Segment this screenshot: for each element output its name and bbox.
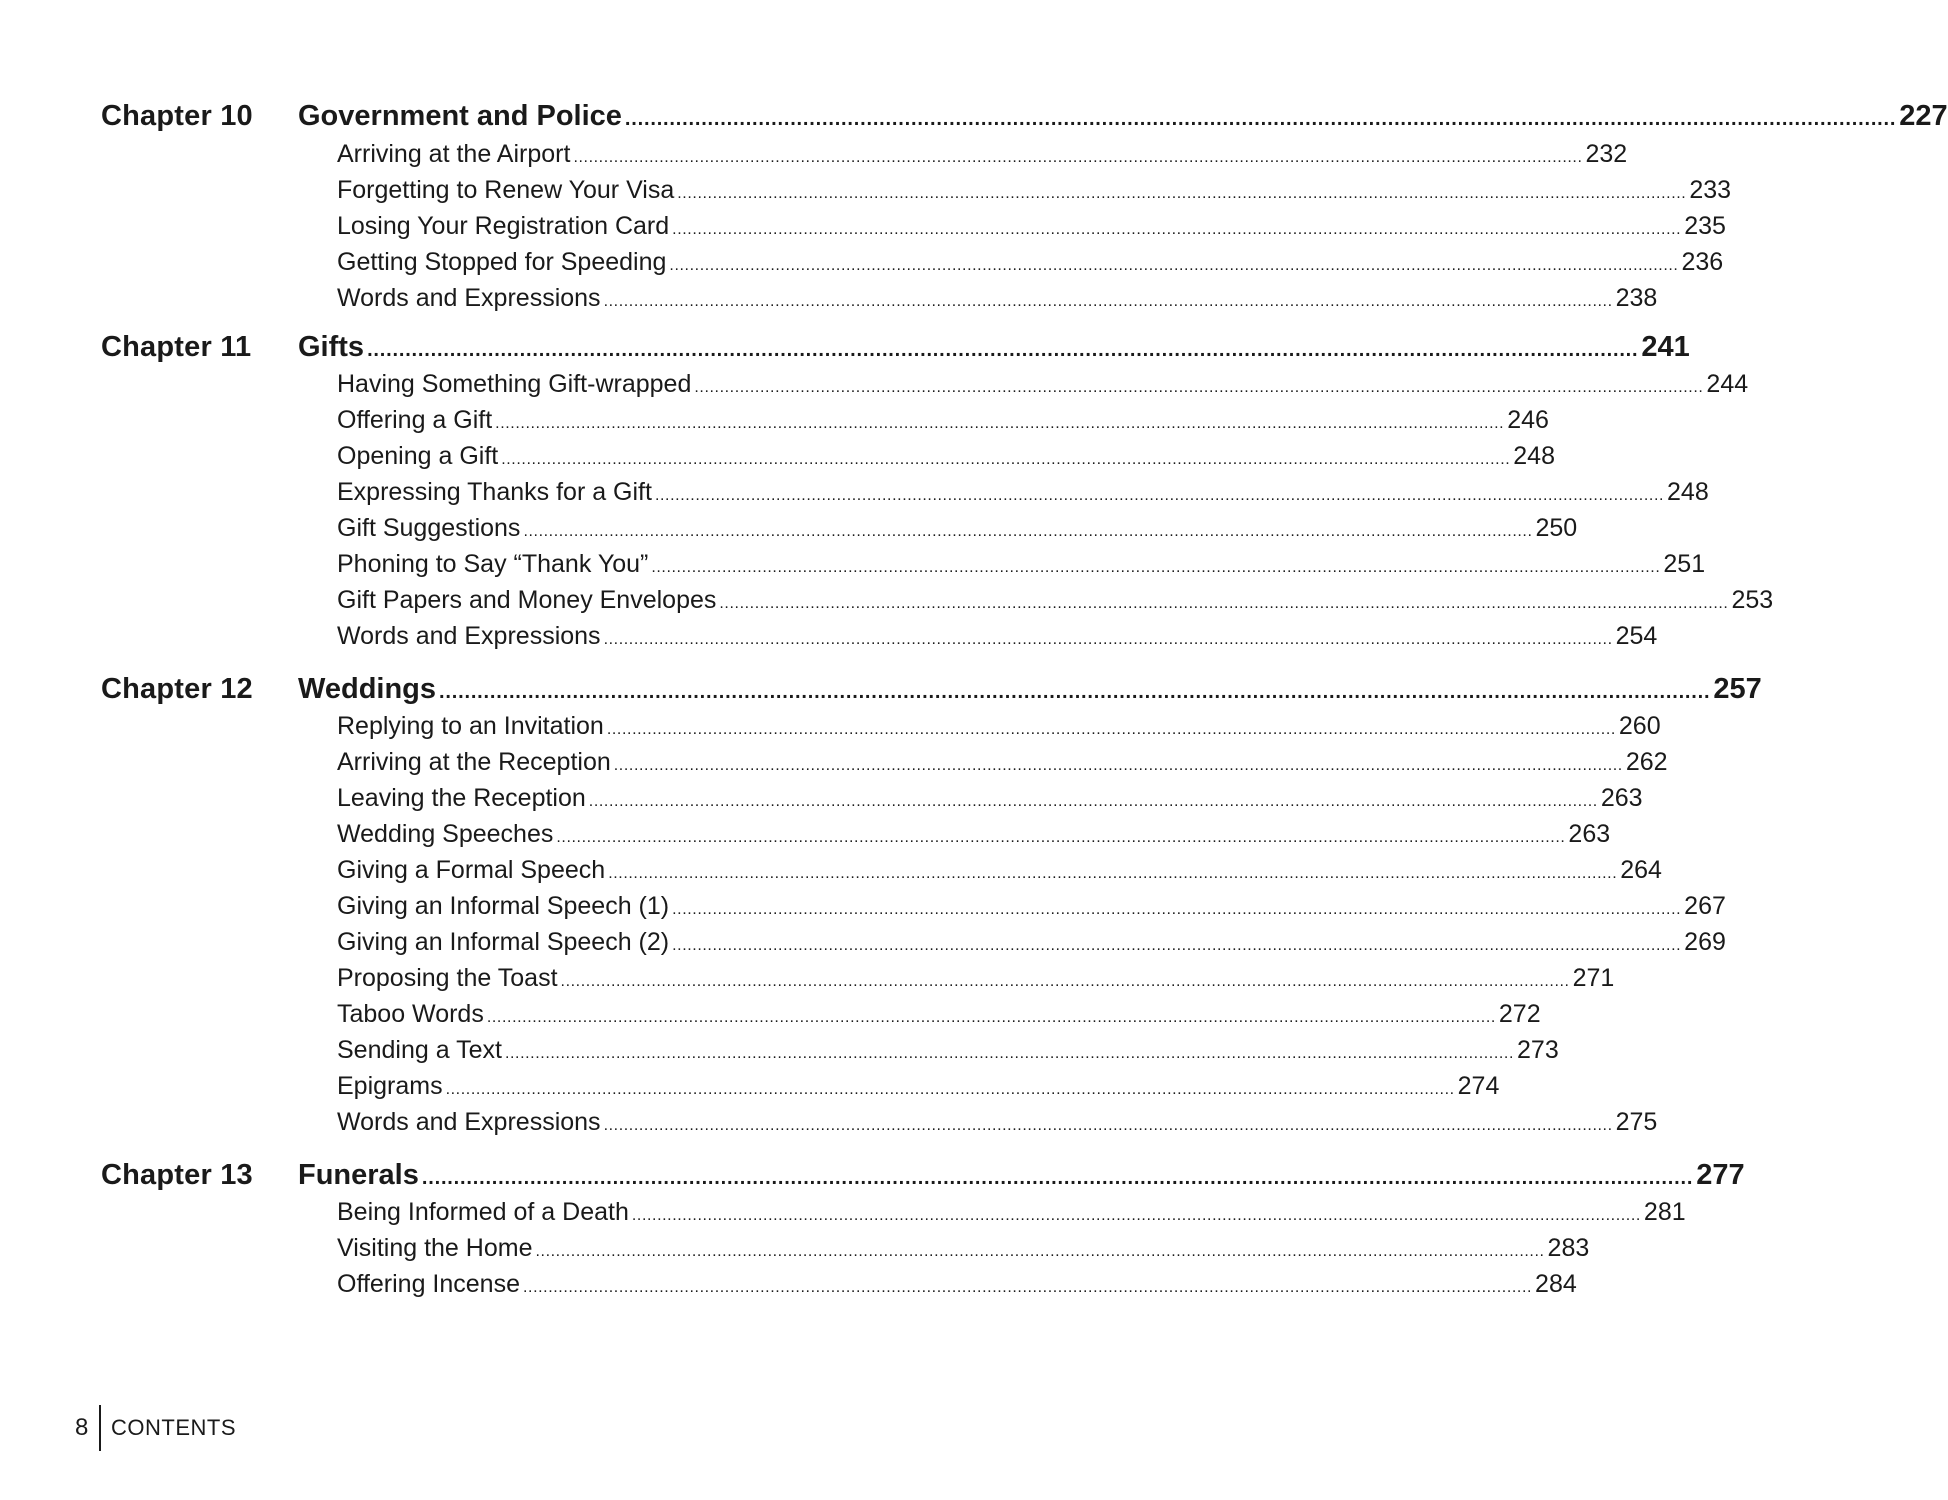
dot-leader: ........................................................................................................................................................................................................: [672, 937, 1682, 954]
section-row[interactable]: [337, 852, 1662, 892]
section-title: Getting Stopped for Speeding: [337, 248, 667, 276]
chapter-title-row[interactable]: [298, 1157, 1745, 1196]
section-title: Phoning to Say “Thank You”: [337, 550, 649, 578]
dot-leader: ........................................................................................................................................................................................................: [672, 221, 1682, 238]
chapter-title-row[interactable]: [298, 98, 1948, 137]
section-row[interactable]: [337, 816, 1611, 856]
dot-leader: ........................................................................................................................................................................................................: [669, 257, 1679, 274]
dot-leader: ........................................................................................................................................................................................................: [556, 829, 1566, 846]
chapter-title-row[interactable]: [298, 329, 1690, 368]
section-page: 238: [1615, 284, 1658, 312]
section-title: Wedding Speeches: [337, 820, 554, 848]
section-title: Giving an Informal Speech (2): [337, 928, 670, 956]
dot-leader: ........................................................................................................................................................................................................: [522, 1279, 1533, 1296]
section-row[interactable]: [337, 474, 1709, 514]
dot-leader: ........................................................................................................................................................................................................: [367, 339, 1639, 361]
chapter-title: Gifts: [298, 331, 365, 363]
chapter-label: Chapter 10: [101, 100, 253, 132]
section-page: 263: [1600, 784, 1643, 812]
dot-leader: ........................................................................................................................................................................................................: [719, 595, 1729, 612]
section-title: Being Informed of a Death: [337, 1198, 629, 1226]
section-row[interactable]: [337, 546, 1706, 586]
section-page: 236: [1681, 248, 1724, 276]
section-title: Gift Suggestions: [337, 514, 521, 542]
section-title: Offering a Gift: [337, 406, 493, 434]
section-page: 274: [1457, 1072, 1500, 1100]
section-page: 253: [1731, 586, 1774, 614]
section-title: Losing Your Registration Card: [337, 212, 670, 240]
section-row[interactable]: [337, 708, 1661, 748]
section-row[interactable]: [337, 924, 1726, 964]
dot-leader: ........................................................................................................................................................................................................: [606, 721, 1616, 738]
dot-leader: ........................................................................................................................................................................................................: [560, 973, 1570, 990]
section-title: Arriving at the Reception: [337, 748, 611, 776]
section-row[interactable]: [337, 1032, 1559, 1072]
dot-leader: ........................................................................................................................................................................................................: [504, 1045, 1515, 1062]
section-row[interactable]: [337, 172, 1732, 212]
dot-leader: ........................................................................................................................................................................................................: [603, 293, 1613, 310]
section-page: 246: [1507, 406, 1549, 434]
chapter-page: 227: [1899, 100, 1948, 132]
chapter-title: Government and Police: [298, 100, 622, 132]
chapter-page: 257: [1713, 673, 1762, 705]
section-title: Visiting the Home: [337, 1234, 533, 1262]
section-row[interactable]: [337, 244, 1724, 284]
dot-leader: ........................................................................................................................................................................................................: [495, 415, 1505, 432]
section-page: 275: [1615, 1108, 1658, 1136]
section-row[interactable]: [337, 1266, 1577, 1306]
dot-leader: ........................................................................................................................................................................................................: [588, 793, 1598, 810]
section-page: 244: [1706, 370, 1749, 398]
dot-leader: ........................................................................................................................................................................................................: [654, 487, 1665, 504]
section-title: Proposing the Toast: [337, 964, 558, 992]
section-title: Expressing Thanks for a Gift: [337, 478, 652, 506]
dot-leader: ........................................................................................................................................................................................................: [421, 1167, 1694, 1189]
section-title: Forgetting to Renew Your Visa: [337, 176, 675, 204]
section-row[interactable]: [337, 1104, 1658, 1144]
chapter-title: Funerals: [298, 1159, 419, 1191]
dot-leader: ........................................................................................................................................................................................................: [439, 681, 1711, 703]
running-head: CONTENTS: [111, 1415, 236, 1440]
section-row[interactable]: [337, 780, 1643, 820]
section-row[interactable]: [337, 1230, 1590, 1270]
dot-leader: ........................................................................................................................................................................................................: [445, 1081, 1455, 1098]
page-footer: [75, 1405, 236, 1451]
chapter-label: Chapter 12: [101, 673, 253, 705]
chapter-label: Chapter 11: [101, 331, 252, 363]
section-title: Epigrams: [337, 1072, 443, 1100]
page-number: 8: [75, 1414, 89, 1441]
section-title: Words and Expressions: [337, 1108, 601, 1136]
section-title: Giving a Formal Speech: [337, 856, 606, 884]
section-page: 263: [1568, 820, 1611, 848]
section-row[interactable]: [337, 960, 1615, 1000]
section-page: 272: [1498, 1000, 1541, 1028]
section-title: Replying to an Invitation: [337, 712, 604, 740]
section-page: 269: [1684, 928, 1726, 956]
chapter-label: Chapter 13: [101, 1159, 253, 1191]
section-title: Taboo Words: [337, 1000, 484, 1028]
section-title: Opening a Gift: [337, 442, 499, 470]
section-page: 260: [1618, 712, 1661, 740]
section-page: 235: [1684, 212, 1726, 240]
section-title: Sending a Text: [337, 1036, 502, 1064]
section-page: 251: [1663, 550, 1706, 578]
footer-divider: [99, 1405, 101, 1451]
section-title: Words and Expressions: [337, 622, 601, 650]
section-row[interactable]: [337, 510, 1578, 550]
chapter-title: Weddings: [298, 673, 437, 705]
section-row[interactable]: [337, 888, 1726, 928]
section-page: 262: [1625, 748, 1668, 776]
section-page: 284: [1535, 1270, 1577, 1298]
section-title: Offering Incense: [337, 1270, 520, 1298]
section-title: Arriving at the Airport: [337, 140, 571, 168]
section-page: 248: [1667, 478, 1709, 506]
section-row[interactable]: [337, 1194, 1686, 1234]
section-row[interactable]: [337, 438, 1555, 478]
section-page: 233: [1689, 176, 1732, 204]
section-title: Leaving the Reception: [337, 784, 586, 812]
section-page: 254: [1615, 622, 1658, 650]
section-row[interactable]: [337, 744, 1668, 784]
dot-leader: ........................................................................................................................................................................................................: [501, 451, 1511, 468]
section-row[interactable]: [337, 280, 1658, 320]
section-row[interactable]: [337, 618, 1658, 658]
dot-leader: ........................................................................................................................................................................................................: [624, 108, 1897, 130]
dot-leader: ........................................................................................................................................................................................................: [523, 523, 1533, 540]
dot-leader: ........................................................................................................................................................................................................: [603, 631, 1613, 648]
chapter-title-row[interactable]: [298, 671, 1762, 710]
dot-leader: ........................................................................................................................................................................................................: [651, 559, 1661, 576]
section-page: 283: [1547, 1234, 1590, 1262]
section-title: Giving an Informal Speech (1): [337, 892, 670, 920]
section-row[interactable]: [337, 136, 1628, 176]
dot-leader: ........................................................................................................................................................................................................: [672, 901, 1682, 918]
chapter-page: 241: [1641, 331, 1690, 363]
section-page: 232: [1585, 140, 1628, 168]
section-row[interactable]: [337, 402, 1549, 442]
section-title: Gift Papers and Money Envelopes: [337, 586, 717, 614]
section-row[interactable]: [337, 1068, 1500, 1108]
dot-leader: ........................................................................................................................................................................................................: [486, 1009, 1496, 1026]
section-page: 281: [1643, 1198, 1686, 1226]
section-title: Words and Expressions: [337, 284, 601, 312]
section-row[interactable]: [337, 996, 1541, 1036]
dot-leader: ........................................................................................................................................................................................................: [608, 865, 1618, 882]
section-page: 267: [1684, 892, 1726, 920]
dot-leader: ........................................................................................................................................................................................................: [603, 1117, 1613, 1134]
dot-leader: ........................................................................................................................................................................................................: [631, 1207, 1641, 1224]
dot-leader: ........................................................................................................................................................................................................: [573, 149, 1583, 166]
dot-leader: ........................................................................................................................................................................................................: [694, 379, 1704, 396]
dot-leader: ........................................................................................................................................................................................................: [535, 1243, 1545, 1260]
dot-leader: ........................................................................................................................................................................................................: [613, 757, 1623, 774]
section-page: 250: [1535, 514, 1578, 542]
section-title: Having Something Gift-wrapped: [337, 370, 692, 398]
chapter-page: 277: [1696, 1159, 1745, 1191]
dot-leader: ........................................................................................................................................................................................................: [677, 185, 1687, 202]
section-row[interactable]: [337, 366, 1749, 406]
section-page: 248: [1513, 442, 1555, 470]
section-row[interactable]: [337, 208, 1726, 248]
section-page: 273: [1517, 1036, 1559, 1064]
section-row[interactable]: [337, 582, 1774, 622]
section-page: 271: [1572, 964, 1615, 992]
section-page: 264: [1620, 856, 1662, 884]
